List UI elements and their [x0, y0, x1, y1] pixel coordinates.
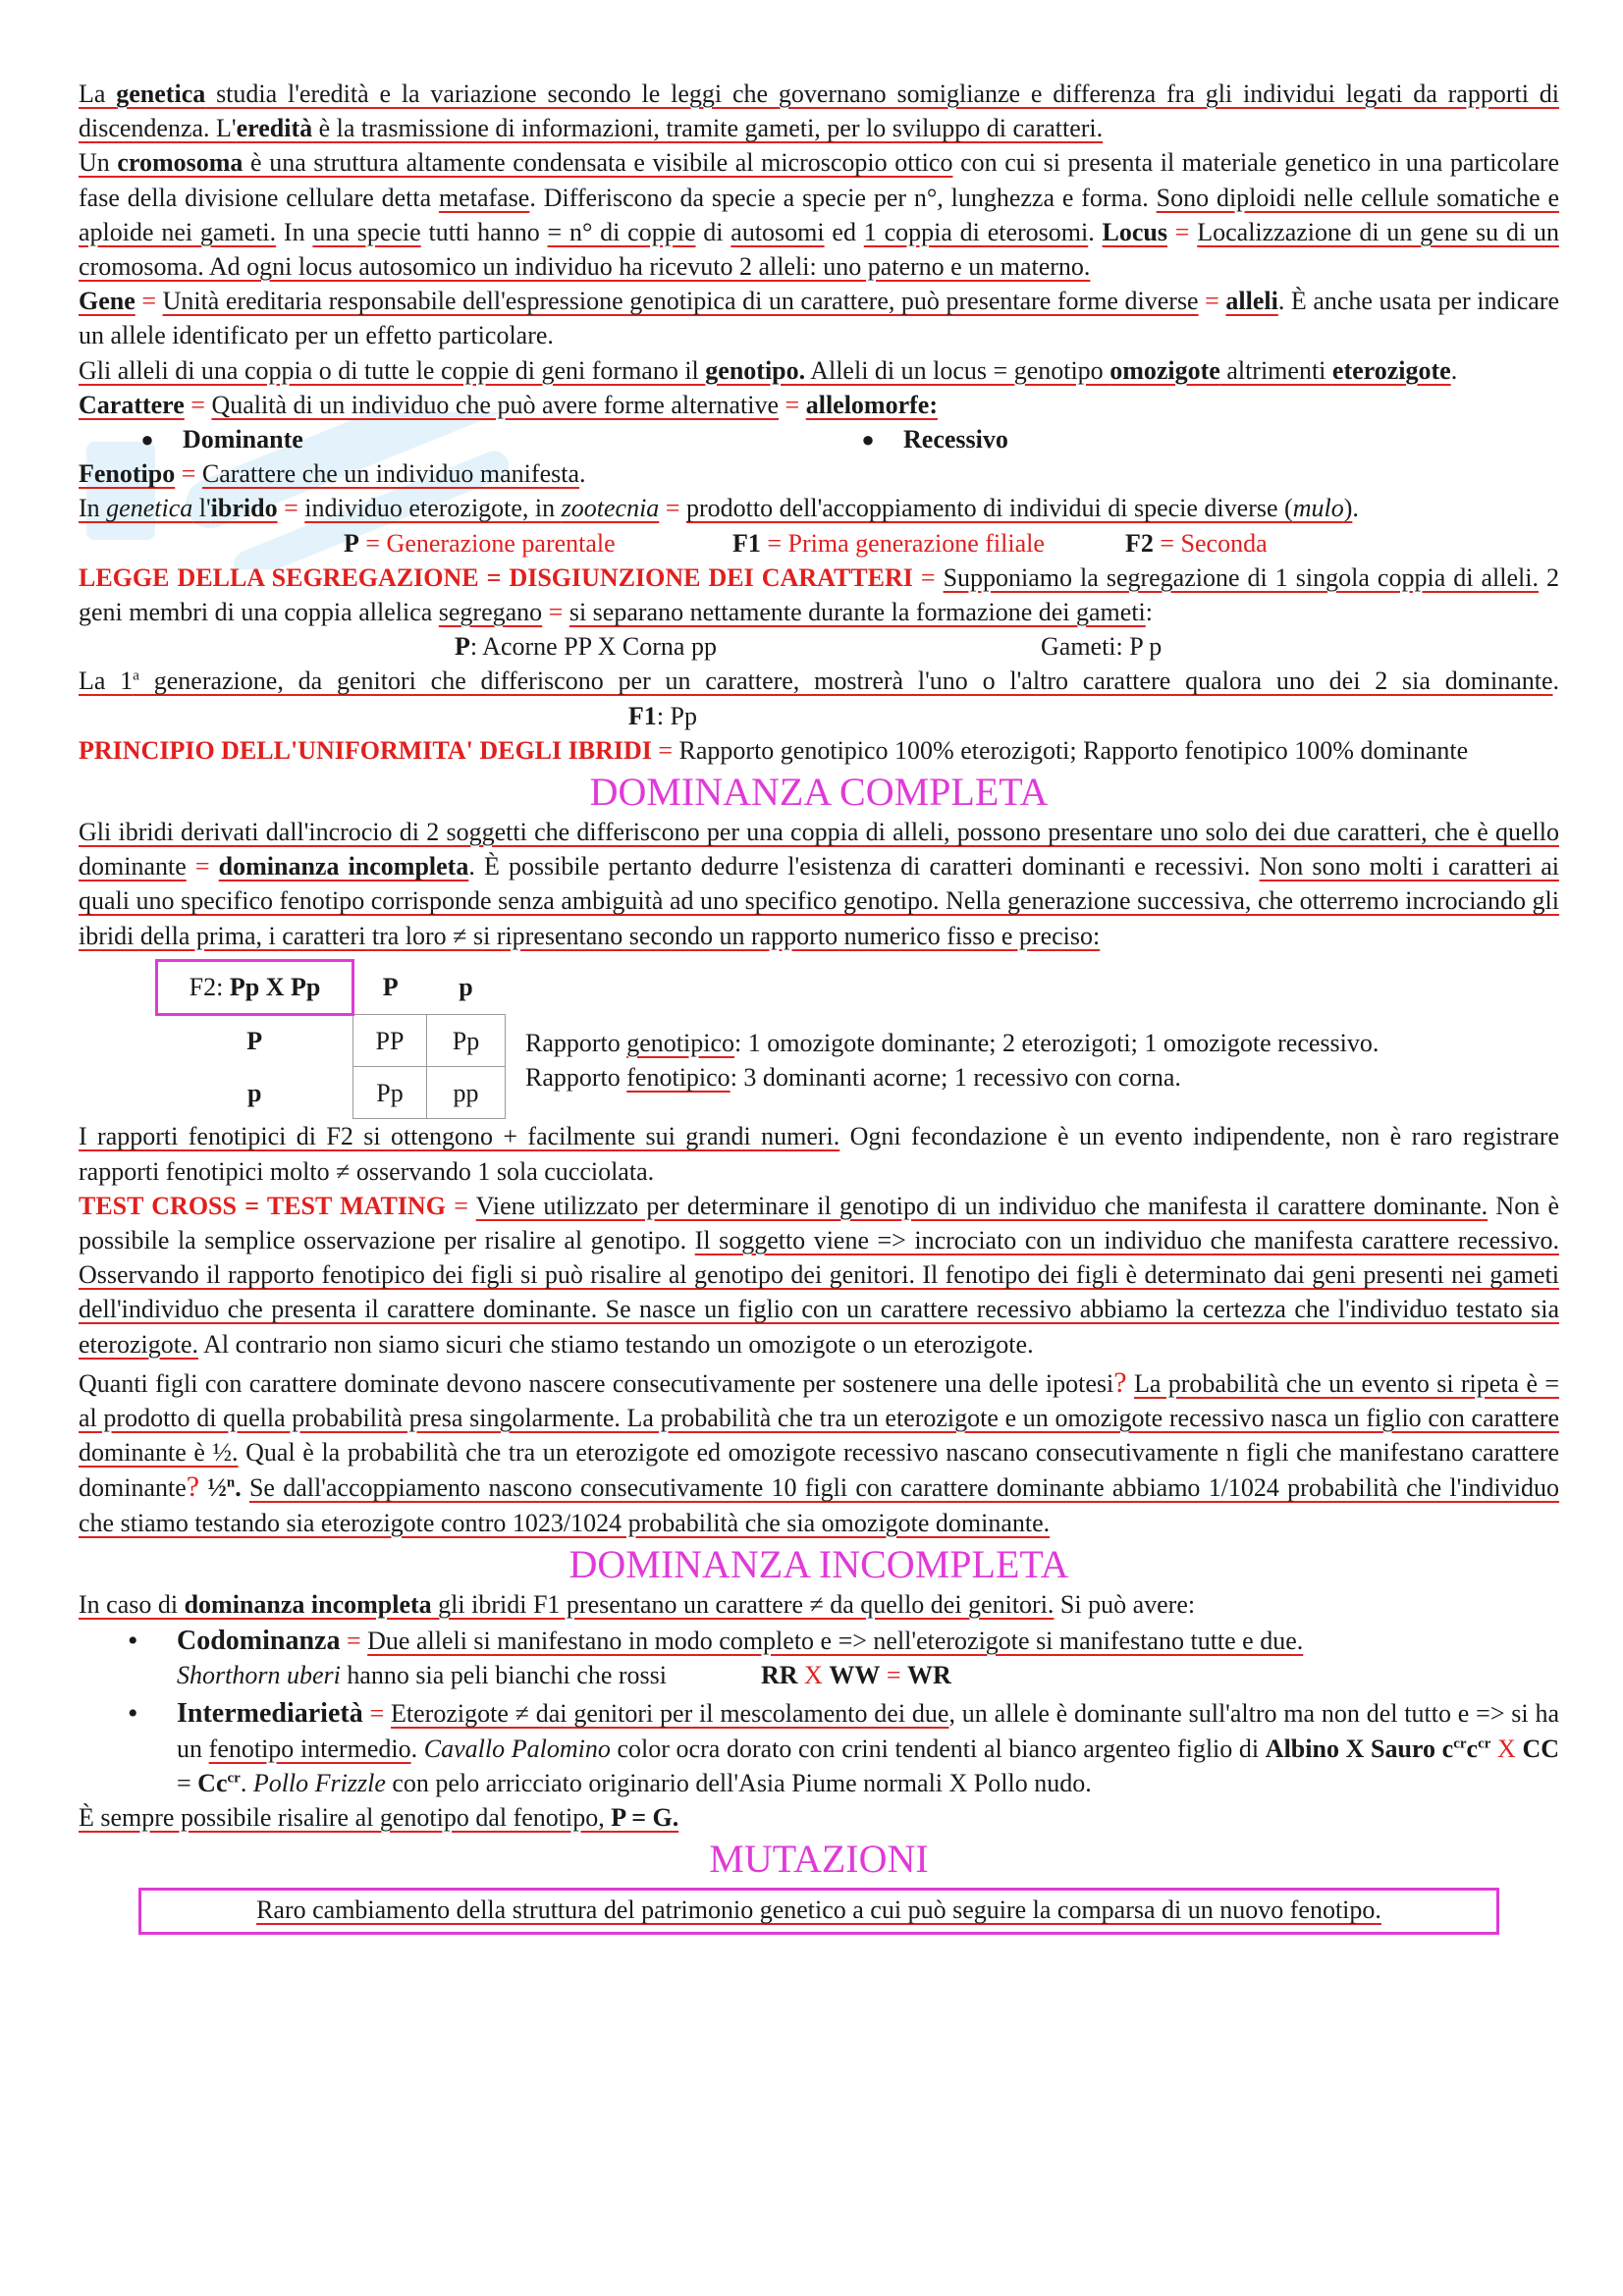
- paragraph-dominanza-completa: Gli ibridi derivati dall'incrocio di 2 soggetti che differiscono per una coppia di alleli, possono presentare uno solo dei due caratteri, che è quello dominante = dominanza incompleta. È possibile pertanto dedurre l'esistenza di caratteri dominanti e recessivi. Non sono molti i caratteri ai quali uno specifico fenotipo corrisponde senza ambiguità ad uno specifico genotipo. Nella generazione successiva, che otterremo incrociando gli ibridi della prima, i caratteri tra loro ≠ si ripresentano secondo un rapporto numerico fisso e preciso:: [79, 818, 1559, 950]
- punnett-row: [157, 1014, 506, 1067]
- punnett-cell: PP: [353, 1014, 427, 1067]
- punnett-row-header: p: [247, 1078, 262, 1107]
- mutazioni-definition-box: Raro cambiamento della struttura del patrimonio genetico a cui può seguire la comparsa di un nuovo fenotipo.: [138, 1888, 1499, 1935]
- heading-dominanza-completa: DOMINANZA COMPLETA: [589, 770, 1049, 815]
- punnett-section: [79, 959, 1559, 1120]
- document-page: [79, 77, 1559, 1935]
- heading-dominanza-incompleta: DOMINANZA INCOMPLETA: [568, 1541, 1069, 1586]
- paragraph-genotipo: Gli alleli di una coppia o di tutte le coppie di geni formano il genotipo. Alleli di un locus = genotipo omozigote altrimenti eterozigote.: [79, 355, 1458, 385]
- punnett-cell: Pp: [427, 1014, 506, 1067]
- ratio-fenotipico: Rapporto fenotipico: 3 dominanti acorne; 1 recessivo con corna.: [525, 1063, 1181, 1093]
- list-item-intermediarieta: • Intermediarietà = Eterozigote ≠ dai genitori per il mescolamento dei due, un allele è dominante sull'altro ma non del tutto e => si ha un fenotipo intermedio. Cavallo Palomino color ocra dorato con crini tendenti al bianco argenteo figlio di Albino X Sauro $c^{cr}c^{cr}$ X CC = $Cc^{cr}$. Pollo Frizzle con pelo arricciato originario dell'Asia Piume normali X Pollo nudo.: [79, 1696, 1559, 1800]
- punnett-cell: Pp: [353, 1067, 427, 1119]
- gen-f2: F2 = Seconda: [1125, 528, 1268, 558]
- f1-result: F1: Pp: [627, 701, 697, 730]
- paragraph-genetica: La genetica studia l'eredità e la variazione secondo le leggi che governano somiglianze e differenza fra gli individui legati da rapporti di discendenza. L'eredità è la trasmissione di informazioni, tramite gameti, per lo sviluppo di caratteri.: [79, 80, 1560, 143]
- punnett-row-header: P: [246, 1027, 263, 1056]
- paragraph-rapporti-f2: I rapporti fenotipici di F2 si ottengono + facilmente sui grandi numeri. Ogni fecondazione è un evento indipendente, non è raro registrare rapporti fenotipici molto ≠ osservando 1 sola cucciolata.: [79, 1122, 1559, 1186]
- gen-parentale: P = Generazione parentale: [344, 528, 616, 558]
- bullet-dot: ●: [140, 427, 154, 453]
- punnett-cell: pp: [427, 1067, 506, 1119]
- cross-parents: P: Acorne PP X Corna pp: [455, 632, 717, 662]
- paragraph-gene: Gene = Unità ereditaria responsabile dell'espressione genotipica di un carattere, può presentare forme diverse = alleli. È anche usata per indicare un allele identificato per un effetto particolare.: [79, 287, 1560, 350]
- punnett-col-header: P: [382, 973, 399, 1002]
- punnett-header-row: [157, 960, 506, 1014]
- cross-gametes: Gameti: P p: [1041, 632, 1163, 662]
- punnett-row: [157, 1067, 506, 1119]
- punnett-f2-label: F2: Pp X Pp: [157, 960, 353, 1014]
- paragraph-prima-generazione: La 1$^a$ generazione, da genitori che differiscono per un carattere, mostrerà l'uno o l'altro carattere qualora uno dei 2 sia dominante.F1: Pp: [79, 664, 1559, 732]
- punnett-square: [155, 959, 506, 1120]
- cross-line: [79, 629, 1559, 664]
- paragraph-dominanza-incompleta: In caso di dominanza incompleta gli ibridi F1 presentano un carattere ≠ da quello dei genitori. Si può avere:: [79, 1589, 1196, 1619]
- paragraph-test-cross: TEST CROSS = TEST MATING = Viene utilizzato per determinare il genotipo di un individuo che manifesta il carattere dominante. Non è possibile la semplice osservazione per risalire al genotipo. Il soggetto viene => incrociato con un individuo che manifesta carattere recessivo. Osservando il rapporto fenotipico dei figli si può risalire al genotipo dei genitori. Il fenotipo dei figli è determinato dai geni presenti nei gameti dell'individuo che presenta il carattere dominante. Se nasce un figlio con un carattere recessivo abbiamo la certezza che l'individuo testato sia eterozigote. Al contrario non siamo sicuri che stiamo testando un omozigote o un eterozigote.: [79, 1191, 1559, 1359]
- punnett-ratios: [525, 1026, 1379, 1120]
- bullet-dominante: ● Dominante: [79, 422, 819, 456]
- bullet-dot: ●: [861, 427, 875, 453]
- list-item-codominanza: • Codominanza = Due alleli si manifestano in modo completo e => nell'eterozigote si manifestano tutte e due. Shorthorn uberi hanno sia peli bianchi che rossi RR X WW = WR: [79, 1624, 1559, 1692]
- paragraph-segregazione: LEGGE DELLA SEGREGAZIONE = DISGIUNZIONE DEI CARATTERI = Supponiamo la segregazione di 1 singola coppia di alleli. 2 geni membri di una coppia allelica segregano = si separano nettamente durante la formazione dei gameti:: [79, 562, 1559, 627]
- paragraph-probabilita: Quanti figli con carattere dominate devono nascere consecutivamente per sostenere una delle ipotesi? La probabilità che un evento si ripeta è = al prodotto di quella probabilità presa singolarmente. La probabilità che tra un eterozigote e un omozigote recessivo nasca un figlio con carattere dominante è ½. Qual è la probabilità che tra un eterozigote ed omozigote recessivo nascano consecutivamente n figli che manifestano carattere dominante? ½$^n$. Se dall'accoppiamento nascono consecutivamente 10 figli con carattere dominante abbiamo 1/1024 probabilità che l'individuo che stiamo testando sia eterozigote contro 1023/1024 probabilità che sia omozigote dominante.: [79, 1365, 1560, 1537]
- carattere-bullets: [79, 422, 1559, 456]
- ratio-genotipico: Rapporto genotipico: 1 omozigote dominante; 2 eterozigoti; 1 omozigote recessivo.: [525, 1028, 1380, 1057]
- punnett-col-header: p: [459, 973, 473, 1002]
- bullet-recessivo: ● Recessivo: [819, 422, 1559, 456]
- generations-line: [79, 526, 1559, 561]
- heading-mutazioni: MUTAZIONI: [709, 1837, 929, 1882]
- incomplete-dominance-list: [79, 1624, 1559, 1800]
- paragraph-cromosoma: Un cromosoma è una struttura altamente condensata e visibile al microscopio ottico con cui si presenta il materiale genetico in una particolare fase della divisione cellulare detta metafase. Differiscono da specie a specie per n°, lunghezza e forma. Sono diploidi nelle cellule somatiche e aploide nei gameti. In una specie tutti hanno = n° di coppie di autosomi ed 1 coppia di eterosomi. Locus = Localizzazione di un gene su di un cromosoma. Ad ogni locus autosomico un individuo ha ricevuto 2 alleli: uno paterno e un materno.: [79, 148, 1559, 282]
- paragraph-p-uguale-g: È sempre possibile risalire al genotipo dal fenotipo, P = G.: [79, 1803, 679, 1833]
- gen-f1: F1 = Prima generazione filiale: [732, 528, 1045, 558]
- paragraph-ibrido: In genetica l'ibrido = individuo eterozigote, in zootecnia = prodotto dell'accoppiamento di individui di specie diverse (mulo).: [79, 494, 1359, 523]
- paragraph-fenotipo: Fenotipo = Carattere che un individuo manifesta.: [79, 459, 586, 489]
- paragraph-carattere: Carattere = Qualità di un individuo che può avere forme alternative = allelomorfe:: [79, 390, 938, 419]
- paragraph-uniformita: PRINCIPIO DELL'UNIFORMITA' DEGLI IBRIDI = Rapporto genotipico 100% eterozigoti; Rapporto fenotipico 100% dominante: [79, 735, 1469, 765]
